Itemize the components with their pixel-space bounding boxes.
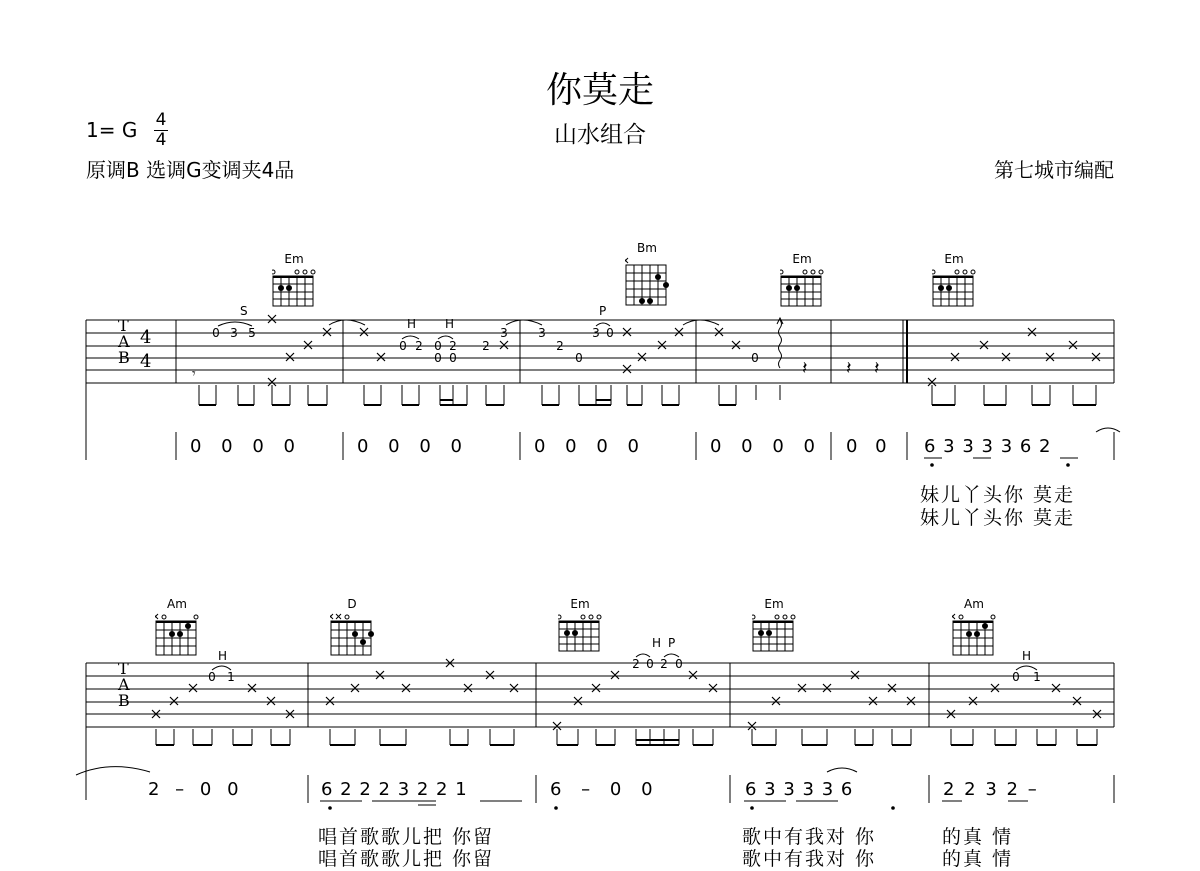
tab-letter-a: A <box>118 675 130 694</box>
svg-text:0: 0 <box>675 657 683 671</box>
lyrics-line-2: 妹儿丫头你 莫走 <box>920 507 1076 529</box>
svg-text:0: 0 <box>449 351 457 365</box>
note-stems-2 <box>156 729 1097 745</box>
svg-text:0: 0 <box>399 339 407 353</box>
time-signature-bottom: 4 <box>155 130 167 150</box>
note-stems-1 <box>199 385 1096 405</box>
chord-name: Em <box>284 252 304 266</box>
chord-name: Em <box>792 252 812 266</box>
tab-letter-a: A <box>118 332 130 351</box>
capo-note: 原调B 选调G变调夹4品 <box>86 158 295 182</box>
artist-name: 山水组合 <box>554 122 646 148</box>
jianpu-bar-6: 6 3 3 3 3 6 2 <box>924 436 1051 457</box>
jianpu-bar-4: 0 0 0 0 <box>710 436 815 457</box>
chord-diagram-em <box>932 252 982 312</box>
svg-text:0: 0 <box>575 351 583 365</box>
svg-text:1: 1 <box>1033 670 1041 684</box>
chord-diagram-bm <box>625 241 675 314</box>
chord-name: Em <box>570 597 590 611</box>
lyrics-line-4b: 歌中有我对 你 <box>742 848 877 870</box>
tab-clef-2 <box>118 661 130 709</box>
arpeggio-rest-1 <box>777 318 783 368</box>
jianpu-bar-2: 0 0 0 0 <box>357 436 462 457</box>
svg-text:3: 3 <box>500 326 508 340</box>
svg-text:0: 0 <box>434 351 442 365</box>
tab-time-signature-1 <box>140 326 151 374</box>
pull-off-label: P <box>668 636 676 650</box>
lyrics-line-4c: 的真 情 <box>942 848 1014 870</box>
note-beams-1 <box>199 400 1096 405</box>
chord-diagram-em <box>780 252 830 312</box>
chord-grid-icon <box>780 266 830 308</box>
lyrics-line-3c: 的真 情 <box>942 826 1014 848</box>
tab-letter-t: T <box>118 316 129 335</box>
song-title: 你莫走 <box>545 70 654 111</box>
svg-text:3: 3 <box>538 326 546 340</box>
svg-text:0: 0 <box>1012 670 1020 684</box>
tab-letter-b: B <box>118 691 130 710</box>
svg-text:𝄽: 𝄽 <box>874 358 880 379</box>
pull-off-label: P <box>599 304 607 318</box>
svg-text:0: 0 <box>212 326 220 340</box>
chord-grid-icon <box>558 611 608 653</box>
hammer-on-label: H <box>407 317 417 331</box>
jianpu-bar-3: 0 0 0 0 <box>534 436 639 457</box>
jianpu-bar-11: 2 2 3 2 – <box>943 779 1037 800</box>
chord-name: Em <box>944 252 964 266</box>
jianpu-dots-1 <box>930 463 1070 467</box>
time-signature-top: 4 <box>155 110 167 130</box>
svg-text:0: 0 <box>646 657 654 671</box>
jianpu-bar-9: 6 – 0 0 <box>550 779 653 800</box>
jianpu-bar-7: 2 – 0 0 <box>148 779 239 800</box>
svg-text:2: 2 <box>415 339 423 353</box>
jianpu-bar-10: 6 3 3 3 3 6 <box>745 779 853 800</box>
chord-name: Em <box>764 597 784 611</box>
chord-diagram-am <box>155 597 205 661</box>
tab-notes-2 <box>208 657 1041 684</box>
chord-grid-icon <box>155 611 205 657</box>
lyrics-line-4a: 唱首歌歌儿把 你留 <box>318 848 495 870</box>
chord-name: Am <box>167 597 187 611</box>
chord-name: Am <box>964 597 984 611</box>
slurs-1 <box>218 320 1120 432</box>
svg-text:2: 2 <box>660 657 668 671</box>
chord-grid-icon <box>752 611 802 653</box>
svg-text:0: 0 <box>208 670 216 684</box>
chord-diagram-am <box>952 597 1002 661</box>
slide-label: S <box>240 304 248 318</box>
hammer-on-label: H <box>652 636 662 650</box>
svg-text:0: 0 <box>434 339 442 353</box>
arranger-credit: 第七城市编配 <box>994 158 1114 182</box>
hammer-on-label: H <box>1022 649 1032 663</box>
svg-text:2: 2 <box>449 339 457 353</box>
jianpu-dots-2 <box>328 806 895 810</box>
tab-letter-t: T <box>118 659 129 678</box>
svg-text:3: 3 <box>592 326 600 340</box>
muted-strums-2 <box>152 659 1101 730</box>
svg-text:2: 2 <box>556 339 564 353</box>
chord-diagram-em <box>272 252 322 312</box>
svg-text:1: 1 <box>227 670 235 684</box>
svg-text:0: 0 <box>751 351 759 365</box>
note-beams-2 <box>156 740 1097 745</box>
tab-clef-1 <box>118 318 130 366</box>
chord-grid-icon <box>625 255 675 310</box>
key-signature: 1= G <box>86 118 138 142</box>
svg-text:5: 5 <box>248 326 256 340</box>
chord-diagram-em <box>752 597 802 657</box>
jianpu-bar-1: 0 0 0 0 <box>190 436 295 457</box>
svg-text:3: 3 <box>230 326 238 340</box>
jianpu-bar-8: 6 2 2 2 3 2 2 1 <box>321 779 467 800</box>
lyrics-line-3b: 歌中有我对 你 <box>742 826 877 848</box>
chord-grid-icon <box>952 611 1002 657</box>
lyrics-line-3a: 唱首歌歌儿把 你留 <box>318 826 495 848</box>
chord-diagram-d <box>330 597 380 661</box>
chord-diagram-em <box>558 597 608 657</box>
svg-text:2: 2 <box>482 339 490 353</box>
svg-text:2: 2 <box>632 657 640 671</box>
chord-name: D <box>347 597 357 611</box>
svg-text:0: 0 <box>606 326 614 340</box>
tab-letter-b: B <box>118 348 130 367</box>
chord-name: Bm <box>637 241 657 255</box>
chord-grid-icon <box>272 266 322 308</box>
hammer-on-label: H <box>445 317 455 331</box>
svg-text:𝄾: 𝄾 <box>192 366 196 382</box>
chord-grid-icon <box>932 266 982 308</box>
muted-strums-1 <box>268 315 1100 386</box>
lyrics-line-1: 妹儿丫头你 莫走 <box>920 484 1076 506</box>
chord-grid-icon <box>330 611 380 657</box>
svg-text:𝄽: 𝄽 <box>802 358 808 379</box>
tab-ts-top: 4 <box>140 327 152 348</box>
svg-text:𝄽: 𝄽 <box>846 358 852 379</box>
tab-ts-bottom: 4 <box>140 351 152 372</box>
jianpu-bar-5: 0 0 <box>846 436 887 457</box>
hammer-on-label: H <box>218 649 228 663</box>
